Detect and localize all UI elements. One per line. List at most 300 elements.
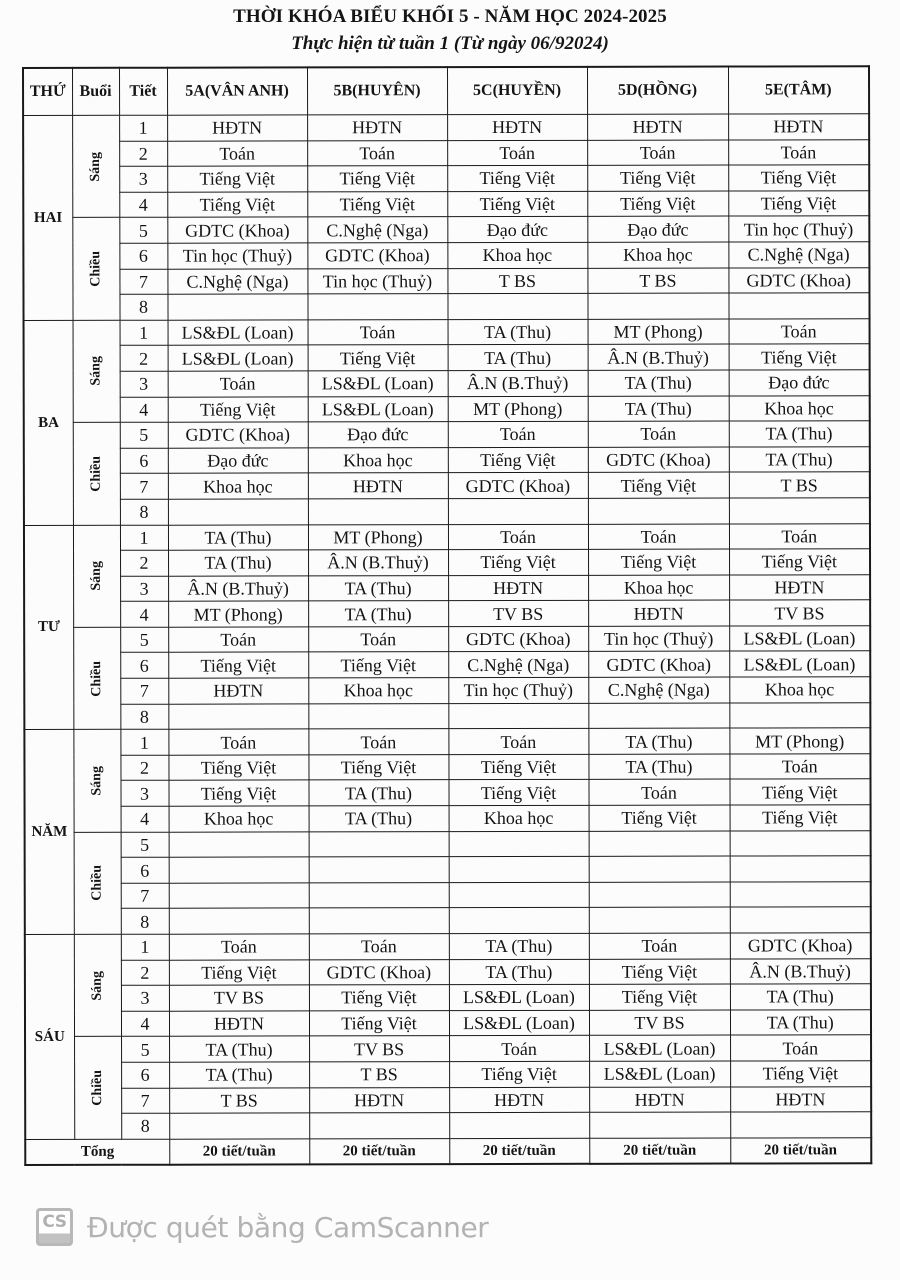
period-number: 5: [120, 627, 168, 653]
subject-cell: Tiếng Việt: [448, 549, 588, 575]
subject-cell: Khoa học: [588, 575, 729, 601]
subject-cell: HĐTN: [728, 114, 869, 140]
subject-cell: HĐTN: [588, 600, 729, 626]
period-number: 1: [120, 729, 168, 755]
subject-cell: [309, 857, 449, 883]
subject-cell: Tiếng Việt: [730, 1061, 871, 1087]
session-afternoon: [74, 832, 121, 934]
subject-cell: Toán: [448, 729, 588, 755]
subject-cell: LS&ĐL (Loan): [168, 345, 308, 371]
total-value: 20 tiết/tuần: [169, 1139, 309, 1165]
subject-cell: Tiếng Việt: [589, 959, 730, 985]
subject-cell: Đạo đức: [587, 216, 728, 242]
subject-cell: GDTC (Khoa): [309, 959, 449, 985]
header-class: 5E(TÂM): [728, 66, 869, 114]
subject-cell: TA (Thu): [449, 959, 589, 985]
subject-cell: [730, 907, 871, 933]
camscanner-watermark: [36, 1208, 488, 1246]
subject-cell: Tiếng Việt: [587, 165, 728, 191]
period-number: 4: [119, 192, 167, 218]
table-row: [25, 1035, 871, 1062]
session-label: Chiều: [89, 865, 105, 902]
subject-cell: MT (Phong): [308, 524, 448, 550]
subject-cell: Tiếng Việt: [308, 652, 448, 678]
subject-cell: [589, 882, 730, 908]
period-number: 6: [120, 653, 168, 679]
period-number: 1: [119, 115, 167, 141]
period-number: 3: [120, 576, 168, 602]
subject-cell: HĐTN: [448, 575, 588, 601]
subject-cell: Â.N (B.Thuỷ): [308, 550, 448, 576]
subject-cell: Toán: [168, 371, 308, 397]
table-row: [24, 472, 870, 499]
subject-cell: [169, 857, 309, 883]
period-number: 3: [120, 781, 168, 807]
subject-cell: [730, 1112, 871, 1138]
subject-cell: Khoa học: [587, 242, 728, 268]
subject-cell: HĐTN: [730, 1086, 871, 1112]
subject-cell: Toán: [729, 754, 870, 780]
period-number: 7: [120, 474, 168, 500]
subject-cell: Khoa học: [308, 447, 448, 473]
subject-cell: MT (Phong): [588, 319, 729, 345]
period-number: 2: [119, 141, 167, 167]
period-number: 2: [121, 960, 169, 986]
session-afternoon: [74, 1037, 121, 1139]
subject-cell: Tin học (Thuỷ): [448, 677, 588, 703]
table-row: [25, 805, 871, 832]
session-label: Sáng: [89, 970, 105, 1001]
total-value: 20 tiết/tuần: [589, 1138, 730, 1164]
table-row: [24, 370, 870, 397]
subject-cell: Tiếng Việt: [307, 166, 447, 192]
subject-cell: T BS: [447, 268, 587, 294]
subject-cell: LS&ĐL (Loan): [168, 320, 308, 346]
subject-cell: Toán: [449, 1036, 589, 1062]
table-row: [24, 574, 870, 601]
subject-cell: GDTC (Khoa): [448, 626, 588, 652]
period-number: 4: [120, 601, 168, 627]
period-number: 7: [121, 883, 169, 909]
subject-cell: Đạo đức: [729, 370, 870, 396]
subject-cell: Đạo đức: [168, 448, 308, 474]
subject-cell: Tiếng Việt: [729, 549, 870, 575]
subject-cell: [449, 908, 589, 934]
subject-cell: Tiếng Việt: [589, 984, 730, 1010]
session-label: Sáng: [88, 561, 104, 591]
table-row: [23, 114, 869, 141]
subject-cell: [309, 908, 449, 934]
subject-cell: Tiếng Việt: [449, 1061, 589, 1087]
table-row: [25, 984, 871, 1011]
subject-cell: LS&ĐL (Loan): [449, 1010, 589, 1036]
subject-cell: TA (Thu): [729, 421, 870, 447]
subject-cell: Toán: [168, 729, 308, 755]
day-label: TƯ: [24, 525, 73, 730]
subject-cell: Đạo đức: [308, 422, 448, 448]
subject-cell: Tiếng Việt: [588, 549, 729, 575]
subject-cell: Toán: [448, 524, 588, 550]
subject-cell: TA (Thu): [588, 396, 729, 422]
watermark-text: Được quét bằng CamScanner: [87, 1210, 489, 1244]
subject-cell: [587, 293, 728, 319]
period-number: 2: [120, 755, 168, 781]
subject-cell: HĐTN: [169, 1011, 309, 1037]
subject-cell: Toán: [588, 524, 729, 550]
subject-cell: GDTC (Khoa): [728, 267, 869, 293]
subject-cell: [169, 832, 309, 858]
table-row: [24, 779, 870, 806]
table-row: [25, 907, 871, 934]
session-morning: [73, 320, 120, 422]
subject-cell: [729, 702, 870, 728]
subject-cell: Toán: [729, 523, 870, 549]
subject-cell: TA (Thu): [588, 754, 729, 780]
subject-cell: Toán: [169, 934, 309, 960]
camscanner-logo-icon: CS: [36, 1208, 73, 1246]
subject-cell: C.Nghệ (Nga): [167, 268, 307, 294]
subject-cell: [448, 498, 588, 524]
subject-cell: Tiếng Việt: [588, 472, 729, 498]
subject-cell: [169, 883, 309, 909]
subject-cell: HĐTN: [587, 114, 728, 140]
subject-cell: HĐTN: [307, 115, 447, 141]
session-afternoon: [73, 627, 120, 729]
subject-cell: C.Nghệ (Nga): [588, 677, 729, 703]
subject-cell: TA (Thu): [308, 575, 448, 601]
subject-cell: Toán: [308, 319, 448, 345]
subject-cell: TV BS: [169, 985, 309, 1011]
table-row: [24, 728, 870, 755]
subject-cell: HĐTN: [309, 1087, 449, 1113]
subject-cell: LS&ĐL (Loan): [729, 651, 870, 677]
period-number: 4: [121, 806, 169, 832]
table-row: [25, 958, 871, 985]
subject-cell: Khoa học: [169, 806, 309, 832]
session-afternoon: [72, 218, 119, 320]
total-value: 20 tiết/tuần: [309, 1138, 449, 1164]
subject-cell: [308, 703, 448, 729]
subject-cell: Tiếng Việt: [447, 191, 587, 217]
session-morning: [72, 115, 119, 217]
period-number: 3: [120, 371, 168, 397]
subject-cell: TA (Thu): [448, 345, 588, 371]
table-row: [25, 1086, 871, 1113]
session-label: Chiều: [89, 1069, 105, 1106]
subject-cell: [168, 704, 308, 730]
table-row: [23, 191, 869, 218]
subject-cell: TA (Thu): [449, 933, 589, 959]
header-row: [23, 66, 869, 115]
subject-cell: Tiếng Việt: [728, 165, 869, 191]
table-row: [24, 702, 870, 729]
subject-cell: TA (Thu): [308, 780, 448, 806]
subject-cell: TA (Thu): [448, 319, 588, 345]
subject-cell: GDTC (Khoa): [588, 651, 729, 677]
subject-cell: LS&ĐL (Loan): [449, 985, 589, 1011]
subject-cell: LS&ĐL (Loan): [589, 1035, 730, 1061]
period-number: 6: [121, 857, 169, 883]
subject-cell: Tiếng Việt: [448, 447, 588, 473]
total-row: [25, 1137, 871, 1165]
period-number: 3: [119, 166, 167, 192]
subject-cell: Toán: [307, 140, 447, 166]
subject-cell: Tiếng Việt: [729, 779, 870, 805]
table-row: [25, 1112, 871, 1139]
session-label: Sáng: [88, 356, 104, 387]
subject-cell: TA (Thu): [308, 601, 448, 627]
subject-cell: GDTC (Khoa): [588, 447, 729, 473]
subject-cell: TA (Thu): [730, 984, 871, 1010]
subject-cell: [308, 499, 448, 525]
subject-cell: Tiếng Việt: [728, 191, 869, 217]
subject-cell: Tin học (Thuỷ): [307, 268, 447, 294]
subject-cell: HĐTN: [167, 115, 307, 141]
header-period: Tiết: [119, 68, 167, 116]
session-label: Chiều: [88, 455, 104, 492]
subject-cell: Tiếng Việt: [307, 191, 447, 217]
subject-cell: Tiếng Việt: [447, 166, 587, 192]
subject-cell: GDTC (Khoa): [448, 473, 588, 499]
subject-cell: T BS: [309, 1062, 449, 1088]
subject-cell: [449, 831, 589, 857]
subject-cell: GDTC (Khoa): [307, 243, 447, 269]
subject-cell: Tin học (Thuỷ): [167, 243, 307, 269]
subject-cell: HĐTN: [447, 114, 587, 140]
subject-cell: [448, 703, 588, 729]
period-number: 2: [120, 346, 168, 372]
table-row: [24, 549, 870, 576]
subject-cell: [449, 857, 589, 883]
subject-cell: [728, 293, 869, 319]
subject-cell: [309, 1113, 449, 1139]
subject-cell: LS&ĐL (Loan): [589, 1061, 730, 1087]
subject-cell: MT (Phong): [448, 396, 588, 422]
period-number: 4: [120, 397, 168, 423]
session-label: Sáng: [88, 765, 105, 796]
subject-cell: Toán: [167, 140, 307, 166]
subject-cell: Khoa học: [729, 677, 870, 703]
subject-cell: TA (Thu): [730, 1010, 871, 1036]
header-day: THỨ: [23, 68, 72, 116]
period-number: 5: [121, 1037, 169, 1063]
subject-cell: GDTC (Khoa): [168, 422, 308, 448]
period-number: 3: [121, 985, 169, 1011]
subject-cell: TA (Thu): [309, 806, 449, 832]
table-row: [23, 267, 869, 294]
period-number: 5: [120, 422, 168, 448]
day-label: BA: [24, 320, 73, 525]
subject-cell: [588, 703, 729, 729]
subject-cell: Toán: [587, 140, 728, 166]
period-number: 8: [121, 1113, 169, 1139]
subject-cell: Tiếng Việt: [448, 754, 588, 780]
period-number: 7: [120, 678, 168, 704]
subject-cell: HĐTN: [729, 574, 870, 600]
subject-cell: TA (Thu): [729, 446, 870, 472]
subject-cell: TA (Thu): [168, 524, 308, 550]
period-number: 4: [121, 1011, 169, 1037]
session-morning: [73, 730, 120, 832]
subject-cell: Toán: [309, 934, 449, 960]
subject-cell: Tiếng Việt: [308, 754, 448, 780]
table-row: [24, 626, 870, 653]
subject-cell: Toán: [589, 933, 730, 959]
subject-cell: [447, 293, 587, 319]
subject-cell: [730, 830, 871, 856]
subject-cell: Tiếng Việt: [168, 780, 308, 806]
subject-cell: [589, 856, 730, 882]
table-row: [24, 318, 870, 345]
period-number: 1: [120, 320, 168, 346]
table-row: [23, 139, 869, 166]
subject-cell: TA (Thu): [588, 728, 729, 754]
subject-cell: [588, 498, 729, 524]
table-row: [23, 293, 869, 320]
table-row: [24, 600, 870, 627]
period-number: 5: [119, 218, 167, 244]
subject-cell: [449, 1112, 589, 1138]
subject-cell: TA (Thu): [169, 1062, 309, 1088]
subject-cell: Khoa học: [729, 395, 870, 421]
subject-cell: HĐTN: [449, 1087, 589, 1113]
table-row: [24, 754, 870, 781]
subject-cell: [307, 294, 447, 320]
document-subtitle: Thực hiện từ tuần 1 (Từ ngày 06/92024): [291, 33, 609, 54]
table-row: [24, 651, 870, 678]
table-row: [25, 1010, 871, 1037]
table-row: [23, 165, 869, 192]
period-number: 8: [120, 499, 168, 525]
period-number: 8: [119, 294, 167, 320]
table-row: [24, 677, 870, 704]
day-label: NĂM: [24, 730, 73, 935]
subject-cell: Toán: [729, 318, 870, 344]
table-row: [24, 446, 870, 473]
timetable-body: [23, 114, 871, 1166]
subject-cell: Â.N (B.Thuỷ): [168, 576, 308, 602]
table-row: [24, 344, 870, 371]
subject-cell: Toán: [730, 1035, 871, 1061]
subject-cell: Tiếng Việt: [308, 345, 448, 371]
subject-cell: HĐTN: [589, 1087, 730, 1113]
subject-cell: Tin học (Thuỷ): [588, 626, 729, 652]
subject-cell: TA (Thu): [588, 370, 729, 396]
table-row: [24, 421, 870, 448]
subject-cell: TV BS: [448, 601, 588, 627]
subject-cell: Â.N (B.Thuỷ): [588, 344, 729, 370]
subject-cell: Tiếng Việt: [169, 959, 309, 985]
period-number: 7: [119, 269, 167, 295]
subject-cell: TV BS: [309, 1036, 449, 1062]
subject-cell: Tiếng Việt: [167, 166, 307, 192]
session-morning: [73, 525, 120, 627]
table-row: [24, 523, 870, 550]
subject-cell: [589, 831, 730, 857]
table-row: [23, 242, 869, 269]
subject-cell: HĐTN: [168, 678, 308, 704]
subject-cell: HĐTN: [308, 473, 448, 499]
subject-cell: T BS: [729, 472, 870, 498]
period-number: 1: [121, 934, 169, 960]
period-number: 1: [120, 525, 168, 551]
document-title: THỜI KHÓA BIỂU KHỐI 5 - NĂM HỌC 2024-2025: [233, 6, 667, 27]
day-label: HAI: [23, 115, 72, 320]
subject-cell: Toán: [168, 627, 308, 653]
table-row: [25, 1061, 871, 1088]
subject-cell: TV BS: [589, 1010, 730, 1036]
subject-cell: [730, 882, 871, 908]
timetable: [22, 65, 872, 1166]
subject-cell: LS&ĐL (Loan): [308, 371, 448, 397]
subject-cell: GDTC (Khoa): [730, 933, 871, 959]
subject-cell: GDTC (Khoa): [167, 217, 307, 243]
header-class: 5C(HUYỀN): [447, 67, 587, 115]
subject-cell: TV BS: [729, 600, 870, 626]
table-row: [24, 395, 870, 422]
subject-cell: Toán: [588, 421, 729, 447]
table-row: [25, 830, 871, 857]
period-number: 7: [121, 1088, 169, 1114]
subject-cell: [449, 882, 589, 908]
table-row: [25, 882, 871, 909]
subject-cell: [169, 1113, 309, 1139]
table-row: [25, 933, 871, 960]
subject-cell: Â.N (B.Thuỷ): [448, 370, 588, 396]
subject-cell: Tiếng Việt: [168, 652, 308, 678]
subject-cell: Tin học (Thuỷ): [728, 216, 869, 242]
header-class: 5D(HỒNG): [587, 67, 728, 115]
subject-cell: Toán: [308, 729, 448, 755]
subject-cell: MT (Phong): [729, 728, 870, 754]
subject-cell: [729, 498, 870, 524]
session-label: Chiều: [88, 660, 104, 697]
subject-cell: Khoa học: [447, 242, 587, 268]
subject-cell: T BS: [587, 268, 728, 294]
subject-cell: MT (Phong): [168, 601, 308, 627]
subject-cell: T BS: [169, 1087, 309, 1113]
subject-cell: Tiếng Việt: [167, 192, 307, 218]
subject-cell: [309, 831, 449, 857]
subject-cell: Â.N (B.Thuỷ): [730, 958, 871, 984]
subject-cell: [167, 294, 307, 320]
subject-cell: Khoa học: [449, 805, 589, 831]
subject-cell: C.Nghệ (Nga): [448, 652, 588, 678]
subject-cell: Khoa học: [168, 473, 308, 499]
subject-cell: Tiếng Việt: [168, 396, 308, 422]
total-value: 20 tiết/tuần: [730, 1137, 871, 1163]
subject-cell: LS&ĐL (Loan): [308, 396, 448, 422]
subject-cell: Toán: [447, 140, 587, 166]
subject-cell: Toán: [588, 779, 729, 805]
session-label: Chiều: [87, 250, 103, 287]
day-label: SÁU: [25, 934, 74, 1139]
session-morning: [74, 934, 121, 1036]
header-class: 5A(VÂN ANH): [167, 67, 307, 115]
table-row: [23, 216, 869, 243]
period-number: 8: [121, 909, 169, 935]
session-afternoon: [73, 422, 120, 524]
subject-cell: Đạo đức: [447, 217, 587, 243]
subject-cell: Tiếng Việt: [589, 805, 730, 831]
subject-cell: [589, 1112, 730, 1138]
subject-cell: Toán: [728, 139, 869, 165]
table-row: [25, 856, 871, 883]
period-number: 5: [121, 832, 169, 858]
subject-cell: C.Nghệ (Nga): [728, 242, 869, 268]
subject-cell: Tiếng Việt: [309, 1010, 449, 1036]
subject-cell: Tiếng Việt: [309, 985, 449, 1011]
